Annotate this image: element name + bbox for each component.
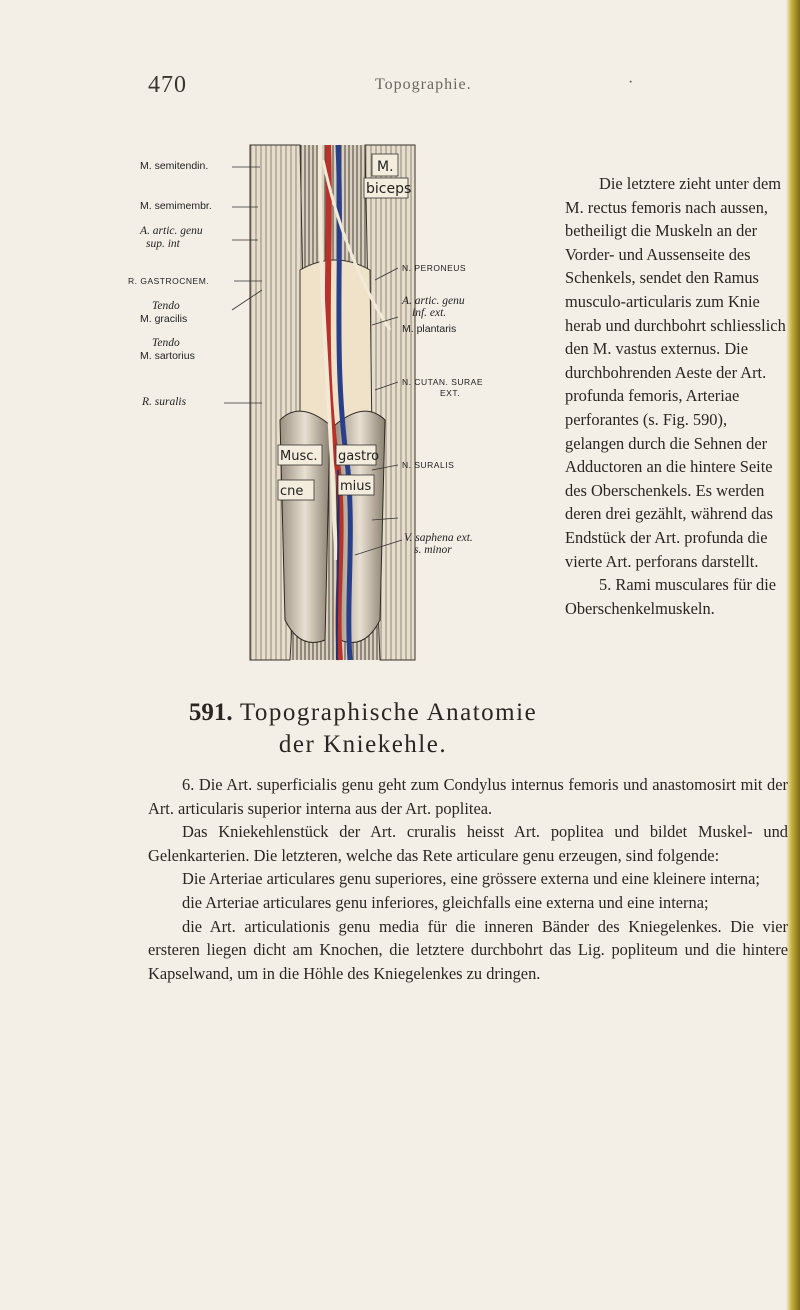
- page-edge: [786, 0, 800, 1310]
- header-mark: ·: [628, 74, 634, 91]
- label-semimembranosus: M. semimembr.: [140, 200, 212, 212]
- muscle-tag-biceps-text: biceps: [366, 181, 412, 197]
- label-artic-genu-inf: A. artic. genu: [402, 295, 465, 307]
- label-v-saphena-2: s. minor: [414, 544, 452, 556]
- paragraph-kniekehle: Das Kniekehlenstück der Art. cruralis heisst Art. poplitea und bildet Muskel- und Gelenkarterien. Die letzteren, welche das Rete articulare genu erzeugen, sind folgende:: [148, 822, 788, 865]
- knee-illustration: [140, 140, 560, 690]
- page-header: [0, 72, 800, 102]
- label-ramus-suralis: R. suralis: [142, 396, 187, 408]
- label-tendo-1: Tendo: [152, 300, 180, 312]
- muscle-tag-musc-text: Musc.: [280, 449, 318, 464]
- muscle-tag-cne-text: cne: [280, 484, 304, 499]
- label-n-cutan-surae-2: EXT.: [440, 388, 460, 398]
- label-gracilis: M. gracilis: [140, 313, 188, 325]
- body-text: [148, 773, 788, 985]
- caption-line-2: der Kniekehle.: [278, 731, 448, 758]
- page-number: 470: [148, 72, 187, 98]
- label-tendo-2: Tendo: [152, 337, 180, 349]
- label-v-saphena: V. saphena ext.: [404, 532, 473, 544]
- label-artic-genu-sup: A. artic. genu: [140, 225, 203, 237]
- muscle-tag-m-text: M.: [377, 159, 394, 175]
- anatomy-figure: [128, 140, 560, 690]
- muscle-tag-mius-text: mius: [340, 479, 372, 494]
- label-artic-genu-sup-2: sup. int: [146, 238, 180, 250]
- label-plantaris: M. plantaris: [402, 323, 457, 335]
- side-column-text: [565, 172, 787, 620]
- label-sartorius: M. sartorius: [140, 350, 195, 362]
- side-paragraph-2: 5. Rami musculares für die Oberschenkelmuskeln.: [565, 575, 777, 618]
- running-head: Topographie.: [375, 76, 472, 93]
- caption-line-1: Topographische Anatomie: [239, 699, 538, 726]
- label-n-peroneus: N. PERONEUS: [402, 263, 467, 273]
- label-gastrocnemius-ramus: R. GASTROCNEM.: [128, 276, 210, 286]
- paragraph-6: 6. Die Art. superficialis genu geht zum Condylus internus femoris und anastomosirt mit der Art. articularis superior interna aus der Art. poplitea.: [148, 775, 788, 818]
- paragraph-media: die Art. articulationis genu media für die inneren Bänder des Kniegelenkes. Die vier ersteren liegen dicht am Knochen, die letztere durchbohrt das Lig. popliteum und die hintere Kapselwand, um in die Höhle des Kniegelenkes zu dringen.: [148, 916, 788, 983]
- figure-caption: [148, 697, 578, 761]
- label-n-suralis: N. SURALIS: [402, 460, 455, 470]
- side-paragraph-1: Die letztere zieht unter dem M. rectus femoris nach aussen, betheiligt die Muskeln an der Vorder- und Aussenseite des Schenkels, sendet den Ramus musculo-articularis zum Knie herab und durchbohrt schliesslich den M. vastus externus. Die durchbohrenden Aeste der Art. profunda femoris, Arteriae perforantes (s. Fig. 590), gelangen durch die Sehnen der Adductoren an die hintere Seite des Oberschenkels. Es werden deren drei gezählt, während das Endstück der Art. profunda die vierte Art. perforans darstellt.: [565, 174, 786, 571]
- muscle-tag-gastro-text: gastro: [338, 449, 380, 464]
- paragraph-inferiores: die Arteriae articulares genu inferiores, gleichfalls eine externa und eine interna;: [182, 892, 709, 912]
- paragraph-superiores: Die Arteriae articulares genu superiores, eine grössere externa und eine kleinere interna;: [182, 869, 760, 889]
- caption-number: 591.: [188, 699, 233, 726]
- label-n-cutan-surae: N. CUTAN. SURAE: [402, 377, 484, 387]
- label-artic-genu-inf-2: inf. ext.: [412, 307, 447, 319]
- label-semitendinosus: M. semitendin.: [140, 160, 209, 172]
